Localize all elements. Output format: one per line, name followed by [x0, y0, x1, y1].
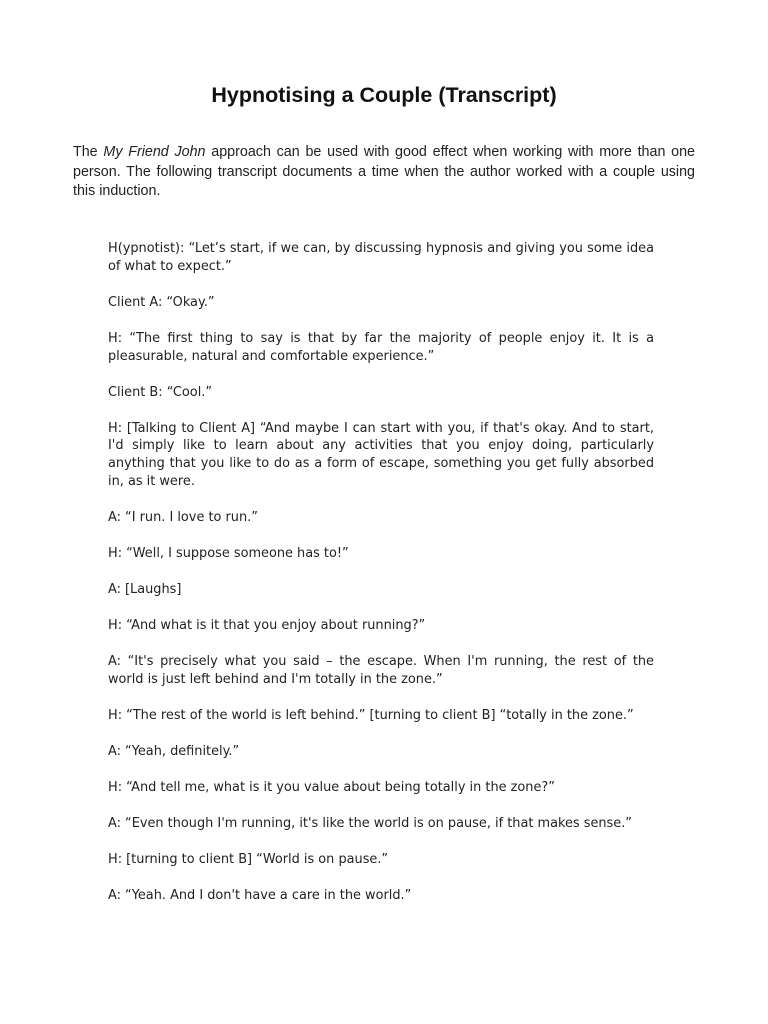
document-title: Hypnotising a Couple (Transcript)	[211, 83, 557, 107]
transcript-line: H: “Well, I suppose someone has to!”	[108, 545, 349, 561]
transcript-line: H: “The first thing to say is that by far the majority of people enjoy it. It is a pleasurable, natural and comfortable experience.”	[108, 330, 654, 364]
transcript-line: H: “The rest of the world is left behind.” [turning to client B] “totally in the zone.”	[108, 707, 634, 723]
transcript-line: A: “Yeah, definitely.”	[108, 743, 240, 759]
transcript-line: A: “I run. I love to run.”	[108, 509, 258, 525]
transcript-line: Client B: “Cool.”	[108, 384, 213, 400]
transcript-line: H: [turning to client B] “World is on pause.”	[108, 851, 389, 867]
intro-italic-title: My Friend John	[103, 144, 206, 160]
intro-text-end: approach can be used with good effect when working with more than one person. The following transcript documents a time when the author worked with a couple using this induction.	[73, 144, 696, 199]
transcript-line: A: [Laughs]	[108, 581, 182, 597]
transcript-line: H: “And what is it that you enjoy about running?”	[108, 617, 426, 633]
intro-text-start: The	[73, 144, 104, 160]
transcript-line: H(ypnotist): “Let’s start, if we can, by discussing hypnosis and giving you some idea of what to expect.”	[108, 241, 654, 274]
transcript-line: A: “It's precisely what you said – the escape. When I'm running, the rest of the world is just left behind and I'm totally in the zone.”	[108, 653, 654, 687]
intro-paragraph	[73, 143, 695, 202]
transcript-line: H: [Talking to Client A] “And maybe I can start with you, if that's okay. And to start, I'd simply like to learn about any activities that you enjoy doing, particularly anything that you like to do as a form of escape, something you get fully absorbed in, as it were.	[108, 420, 654, 489]
transcript	[108, 240, 654, 923]
transcript-line: A: “Yeah. And I don't have a care in the world.”	[108, 887, 412, 903]
transcript-line: A: “Even though I'm running, it's like the world is on pause, if that makes sense.”	[108, 815, 632, 831]
transcript-line: H: “And tell me, what is it you value about being totally in the zone?”	[108, 779, 555, 795]
transcript-line: Client A: “Okay.”	[108, 294, 215, 310]
